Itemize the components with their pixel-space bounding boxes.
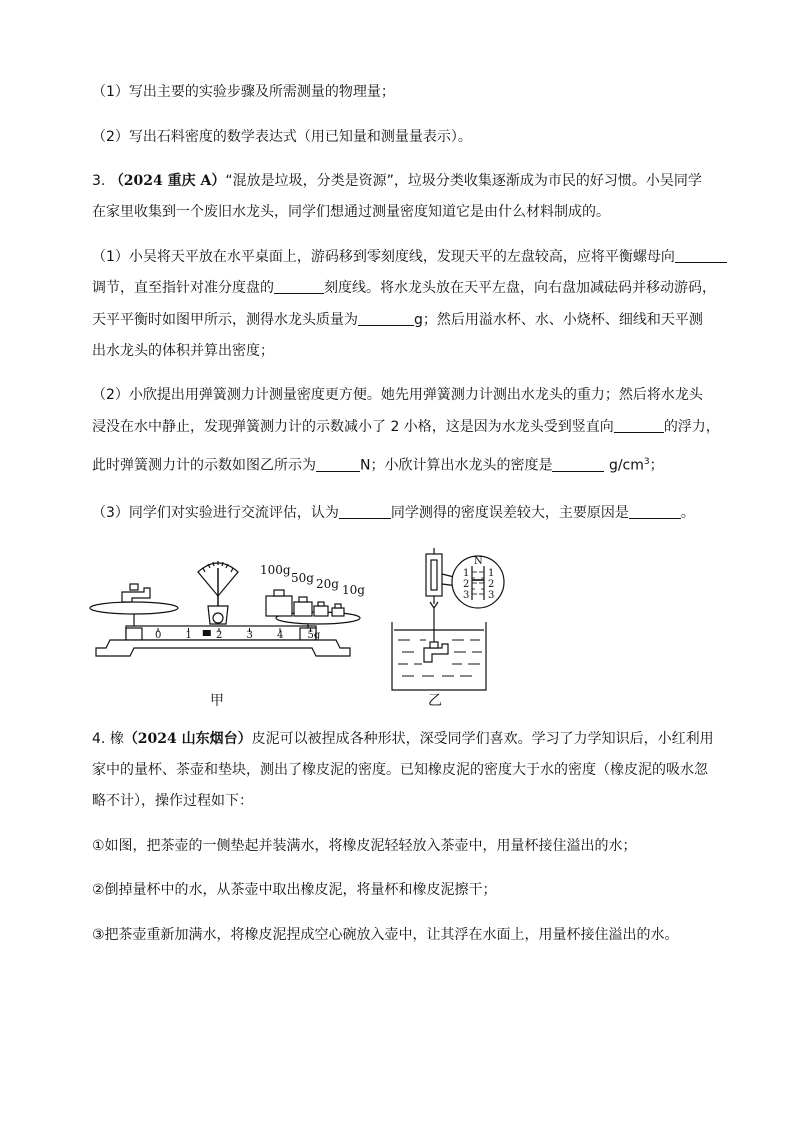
weight-label: 10g xyxy=(342,583,365,597)
q3-p2-text3d: ； xyxy=(649,457,664,474)
q3-part1-line1 xyxy=(92,247,727,267)
experiment-figure xyxy=(86,544,526,704)
q3-source: （2024 重庆 A） xyxy=(109,173,226,189)
gauge-tick: 2 xyxy=(488,579,495,590)
q3-p2-text2b: 的浮力， xyxy=(663,419,720,435)
scale-tick-label: 5g xyxy=(307,630,321,641)
answer-blank[interactable] xyxy=(629,504,681,519)
q3-p2-text3b: N；小欣计算出水龙头的密度是 xyxy=(360,457,553,474)
water-waves xyxy=(398,640,482,676)
q4-line1 xyxy=(92,729,714,749)
q4-step2: ②倒掉量杯中的水，从茶壶中取出橡皮泥，将量杯和橡皮泥擦干； xyxy=(92,882,497,898)
q3-p1-text3b: g；然后用溢水杯、水、小烧杯、细线和天平测 xyxy=(414,312,703,328)
scale-tick-label: 3 xyxy=(246,630,253,641)
q2-sub1: （1）写出主要的实验步骤及所需测量的物理量； xyxy=(92,84,395,100)
q3-p3-text-c: 。 xyxy=(680,505,695,521)
answer-blank[interactable] xyxy=(675,248,727,263)
gauge-tick: 3 xyxy=(463,590,470,601)
q3-part1-line2 xyxy=(92,278,716,298)
gauge-tick: 1 xyxy=(463,568,470,579)
q4-number: 4. xyxy=(92,731,106,747)
q3-part2-line2 xyxy=(92,417,720,437)
gauge-tick: 1 xyxy=(488,568,495,579)
q3-p3-text-b: 同学测得的密度误差较大，主要原因是 xyxy=(390,505,629,521)
gauge-unit: N xyxy=(474,556,483,567)
rider-marker xyxy=(203,630,211,636)
scale-tick-label: 1 xyxy=(185,630,192,641)
q3-part1-line3 xyxy=(92,310,703,330)
q3-p2-text3a: 此时弹簧测力计的示数如图乙所示为 xyxy=(92,457,316,474)
q3-intro1: “混放是垃圾，分类是资源”，垃圾分类收集逐渐成为市民的好习惯。小吴同学 xyxy=(225,173,702,189)
q3-intro-line2: 在家里收集到一个废旧水龙头，同学们想通过测量密度知道它是由什么材料制成的。 xyxy=(92,204,610,220)
weight-label: 50g xyxy=(291,571,314,585)
answer-blank[interactable] xyxy=(358,311,414,326)
q3-part3 xyxy=(92,503,695,523)
q3-p2-unit-sup: 3 xyxy=(643,457,650,467)
q3-part2-line3 xyxy=(92,452,664,476)
q4-lead: 橡 xyxy=(109,731,124,747)
q4-step3: ③把茶壶重新加满水，将橡皮泥捏成空心碗放入壶中，让其浮在水面上，用量杯接住溢出的水。 xyxy=(92,927,679,943)
q3-p1-text1: （1）小吴将天平放在水平桌面上，游码移到零刻度线，发现天平的左盘较高，应将平衡螺母向 xyxy=(92,249,675,265)
q4-line2: 家中的量杯、茶壶和垫块，测出了橡皮泥的密度。已知橡皮泥的密度大于水的密度（橡皮泥的吸水忽 xyxy=(92,762,708,778)
answer-blank[interactable] xyxy=(552,457,604,472)
q4-line3: 略不计），操作过程如下： xyxy=(92,793,253,809)
q3-number: 3. xyxy=(92,173,106,189)
q3-p1-text2a: 调节，直至指针对准分度盘的 xyxy=(92,280,274,296)
answer-blank[interactable] xyxy=(614,418,664,433)
figure-caption-jia: 甲 xyxy=(210,693,224,709)
weight-label: 100g xyxy=(260,563,291,577)
q3-part1-line4: 出水龙头的体积并算出密度； xyxy=(92,343,274,359)
q3-p2-unit: g/cm xyxy=(608,457,644,474)
q3-p2-text2a: 浸没在水中静止，发现弹簧测力计的示数减小了 2 小格，这是因为水龙头受到竖直向 xyxy=(92,419,614,435)
q4-source: （2024 山东烟台） xyxy=(123,731,252,747)
weight-label: 20g xyxy=(316,577,339,591)
figure-caption-yi: 乙 xyxy=(428,693,442,709)
answer-blank[interactable] xyxy=(316,457,360,472)
scale-tick-label: 2 xyxy=(216,630,223,641)
answer-blank[interactable] xyxy=(339,504,391,519)
q3-part2-line1: （2）小欣提出用弹簧测力计测量密度更方便。她先用弹簧测力计测出水龙头的重力；然后将水龙头 xyxy=(92,387,703,403)
answer-blank[interactable] xyxy=(274,279,324,294)
gauge-tick: 3 xyxy=(488,590,495,601)
q3-p3-text-a: （3）同学们对实验进行交流评估，认为 xyxy=(92,505,339,521)
q4-step1: ①如图，把茶壶的一侧垫起并装满水，将橡皮泥轻轻放入茶壶中，用量杯接住溢出的水； xyxy=(92,838,637,854)
q2-sub2: （2）写出石料密度的数学表达式（用已知量和测量量表示）。 xyxy=(92,129,472,145)
q3-intro-line1 xyxy=(92,171,702,191)
q3-p1-text3a: 天平平衡时如图甲所示，测得水龙头质量为 xyxy=(92,312,358,328)
q3-p1-text2b: 刻度线。将水龙头放在天平左盘，向右盘加减砝码并移动游码， xyxy=(324,280,716,296)
q4-text1: 皮泥可以被捏成各种形状，深受同学们喜欢。学习了力学知识后，小红利用 xyxy=(251,731,714,747)
scale-tick-label: 0 xyxy=(155,630,162,641)
scale-tick-label: 4 xyxy=(277,630,284,641)
gauge-tick: 2 xyxy=(463,579,470,590)
balance-diagram xyxy=(90,561,360,656)
